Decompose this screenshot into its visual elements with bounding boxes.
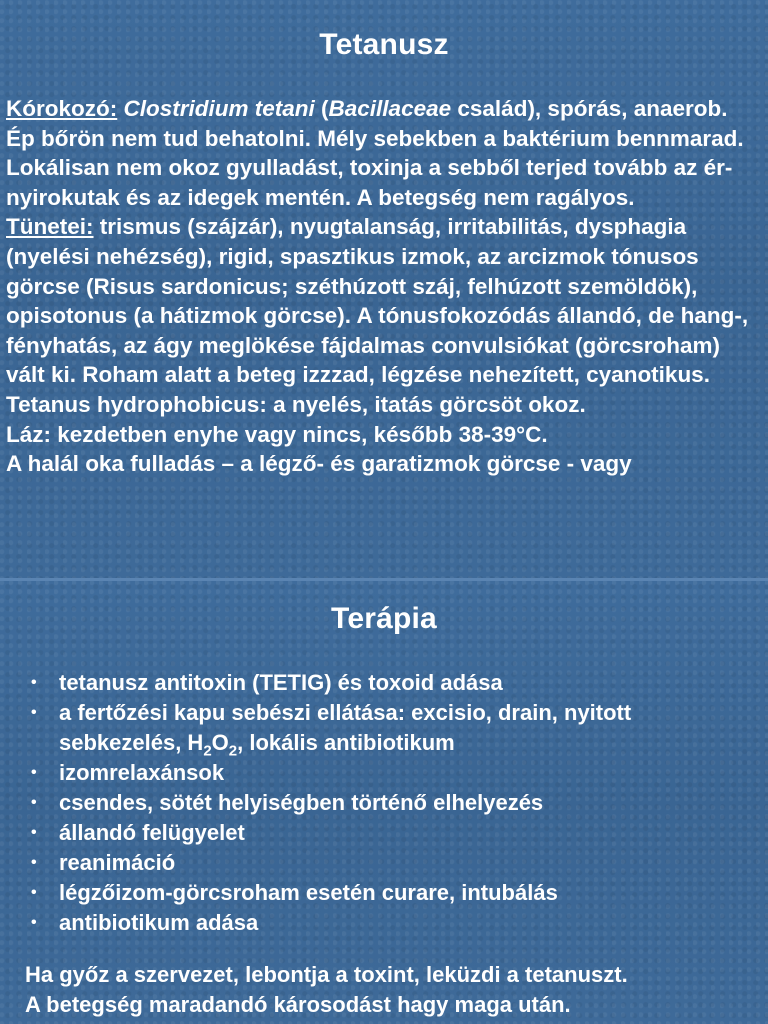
list-item-text: a fertőzési kapu sebészi ellátása: excisio, drain, nyitott sebkezelés, H: [59, 700, 632, 755]
death-cause-paragraph: A halál oka fulladás – a légző- és garatizmok görcse - vagy: [6, 451, 632, 477]
slide-body: [6, 94, 762, 479]
symptoms-label: Tünetei:: [6, 214, 94, 240]
pathogen-species: Clostridium tetani: [123, 96, 315, 121]
list-item-text: O: [211, 730, 229, 755]
paren-open: (: [314, 96, 329, 121]
list-item-text: tetanusz antitoxin (TETIG) és toxoid adása: [59, 670, 503, 695]
subscript: 2: [203, 742, 212, 760]
list-item-text: antibiotikum adása: [59, 910, 259, 935]
bullet-icon: •: [31, 704, 37, 721]
bullet-icon: •: [31, 764, 37, 781]
list-item-text: reanimáció: [59, 850, 176, 875]
slide-title: Terápia: [331, 602, 437, 635]
subscript: 2: [228, 742, 238, 760]
list-item: [28, 848, 758, 878]
slide-divider: [0, 578, 768, 581]
symptoms-paragraph: [6, 212, 762, 390]
bullet-icon: •: [31, 854, 37, 871]
bullet-icon: •: [31, 914, 37, 931]
slide-terapia: [0, 580, 768, 1024]
list-item: [28, 788, 758, 818]
bullet-icon: •: [31, 824, 37, 841]
pathogen-paragraph: [6, 94, 762, 124]
bullet-icon: •: [31, 674, 37, 691]
bullet-icon: •: [31, 794, 37, 811]
pathogen-family: Bacillaceae: [328, 96, 452, 121]
list-item-text: , lokális antibiotikum: [237, 730, 455, 755]
therapy-list: [28, 668, 758, 938]
closing-text: [25, 960, 760, 1020]
pathogen-rest: család), spórás, anaerob.: [451, 96, 728, 121]
list-item-text: állandó felügyelet: [59, 820, 245, 845]
symptoms-text: trismus (szájzár), nyugtalanság, irritabilitás, dysphagia (nyelési nehézség), rigid, spasztikus izmok, az arcizmok tónusos görcse (Risus sardonicus; széthúzott száj, felhúzott szemöldök), opisotonus (a hátizmok görcse). A tónusfokozódás állandó, de hang-, fényhatás, az ágy meglökése fájdalmas convulsiókat (görcsroham) vált ki. Roham alatt a beteg izzzad, légzése nehezített, cyanotikus.: [6, 214, 749, 388]
bullet-icon: •: [31, 884, 37, 901]
list-item: [28, 818, 758, 848]
list-item: [28, 668, 758, 698]
slide-title: Tetanusz: [319, 28, 449, 61]
list-item: [28, 878, 758, 908]
list-item: [28, 698, 758, 758]
closing-line: A betegség maradandó károsodást hagy maga után.: [25, 992, 571, 1017]
list-item-text: csendes, sötét helyiségben történő elhelyezés: [59, 790, 544, 815]
spread-paragraph: Ép bőrön nem tud behatolni. Mély sebekben a baktérium bennmarad. Lokálisan nem okoz gyulladást, toxinja a sebből terjed tovább az ér-nyirokutak és az idegek mentén. A betegség nem ragályos.: [6, 125, 744, 210]
hydrophobicus-paragraph: Tetanus hydrophobicus: a nyelés, itatás görcsöt okoz.: [6, 391, 586, 417]
list-item: [28, 758, 758, 788]
list-item: [28, 908, 758, 938]
closing-line: Ha győz a szervezet, lebontja a toxint, leküzdi a tetanuszt.: [25, 962, 628, 987]
pathogen-label: Kórokozó:: [6, 96, 118, 121]
list-item-text: légzőizom-görcsroham esetén curare, intubálás: [59, 880, 558, 905]
list-item-text: izomrelaxánsok: [59, 760, 225, 785]
fever-paragraph: Láz: kezdetben enyhe vagy nincs, később 38-39°C.: [6, 421, 548, 447]
